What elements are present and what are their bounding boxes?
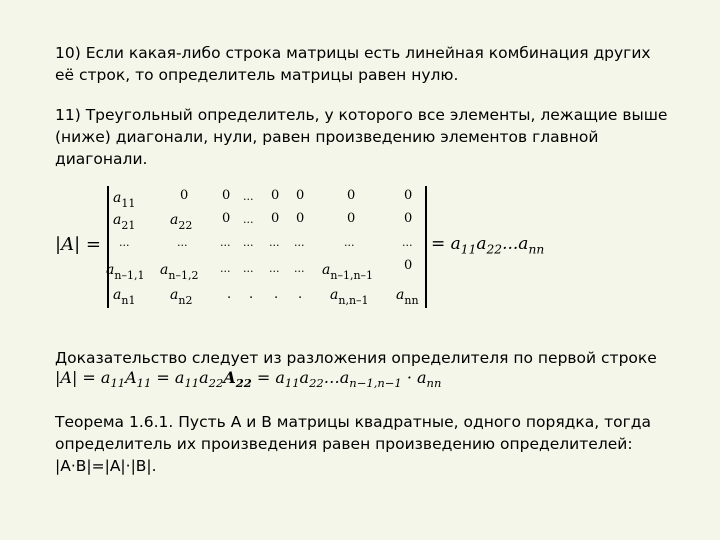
- matrix-cell: ...: [243, 213, 254, 226]
- proof-text: Доказательство следует из разложения определителя по первой строке: [55, 349, 657, 367]
- matrix-cell: .: [227, 287, 232, 302]
- matrix-cell: ...: [344, 236, 355, 249]
- matrix-cell: 0: [404, 188, 413, 203]
- theorem-statement: Теорема 1.6.1. Пусть А и В матрицы квадратные, одного порядка, тогда определитель их произведения равен произведению определителей:: [55, 413, 651, 453]
- matrix-cell: ...: [243, 190, 254, 203]
- matrix-cell-an-1-1: $a_{n-1,1}$: [106, 262, 145, 282]
- matrix-cell: 0: [347, 188, 356, 203]
- matrix-cell: ...: [269, 262, 280, 275]
- matrix-cell: ...: [294, 236, 305, 249]
- property-11-text: 11) Треугольный определитель, у которого все элементы, лежащие выше (ниже) диагонали, нули, равен произведению элементов главной диагонали.: [55, 106, 668, 168]
- matrix-cell: .: [249, 287, 254, 302]
- matrix-cell: .: [274, 287, 279, 302]
- matrix-cell: 0: [296, 188, 305, 203]
- determinant-right-bar: [425, 186, 427, 308]
- matrix-cell-a21: $a_{21}$: [113, 212, 136, 232]
- determinant-left-bar: [107, 186, 109, 308]
- matrix-cell: 0: [222, 211, 231, 226]
- matrix-cell: 0: [271, 211, 280, 226]
- matrix-cell: 0: [404, 211, 413, 226]
- matrix-cell: 0: [271, 188, 280, 203]
- matrix-cell-an-n-1: $a_{n,n-1}$: [330, 287, 369, 307]
- matrix-cell: 0: [404, 258, 413, 273]
- matrix-cell-ann: $a_{nn}$: [396, 287, 419, 307]
- matrix-cell: .: [298, 287, 303, 302]
- matrix-cell: 0: [347, 211, 356, 226]
- matrix-cell-a11: $a_{11}$: [113, 190, 136, 210]
- matrix-cell: ...: [243, 262, 254, 275]
- matrix-cell: 0: [222, 188, 231, 203]
- matrix-cell-an2: $a_{n2}$: [170, 287, 193, 307]
- matrix-cell: ...: [177, 236, 188, 249]
- matrix-cell: ...: [220, 236, 231, 249]
- determinant-rhs: = $a_{11}a_{22}...a_{nn}$: [431, 234, 545, 257]
- theorem-formula: |A·B|=|A|·|B|.: [55, 457, 157, 475]
- matrix-cell: ...: [220, 262, 231, 275]
- matrix-cell: 0: [296, 211, 305, 226]
- matrix-cell-an-1-2: $a_{n-1,2}$: [160, 262, 199, 282]
- theorem-text: [55, 411, 665, 477]
- matrix-cell: 0: [180, 188, 189, 203]
- property-10-text: 10) Если какая-либо строка матрицы есть линейная комбинация других её строк, то определитель матрицы равен нулю.: [55, 44, 651, 84]
- matrix-cell: ...: [119, 236, 130, 249]
- matrix-cell-a22: $a_{22}$: [170, 212, 193, 232]
- proof-formula: $|A| = a_{11}A_{11} = a_{11}a_{22}A_{22}$ = $a_{11}a_{22}\dots a_{n-1,n-1} \cdot a_{nn}$: [55, 368, 442, 391]
- matrix-cell: ...: [243, 236, 254, 249]
- equals-sign: =: [431, 234, 446, 254]
- matrix-cell: ...: [402, 236, 413, 249]
- matrix-cell: ...: [294, 262, 305, 275]
- matrix-cell-an-1-n-1: $a_{n-1,n-1}$: [322, 262, 374, 282]
- matrix-cell-an1: $a_{n1}$: [113, 287, 136, 307]
- determinant-lhs: |A| =: [55, 234, 101, 255]
- matrix-cell: ...: [269, 236, 280, 249]
